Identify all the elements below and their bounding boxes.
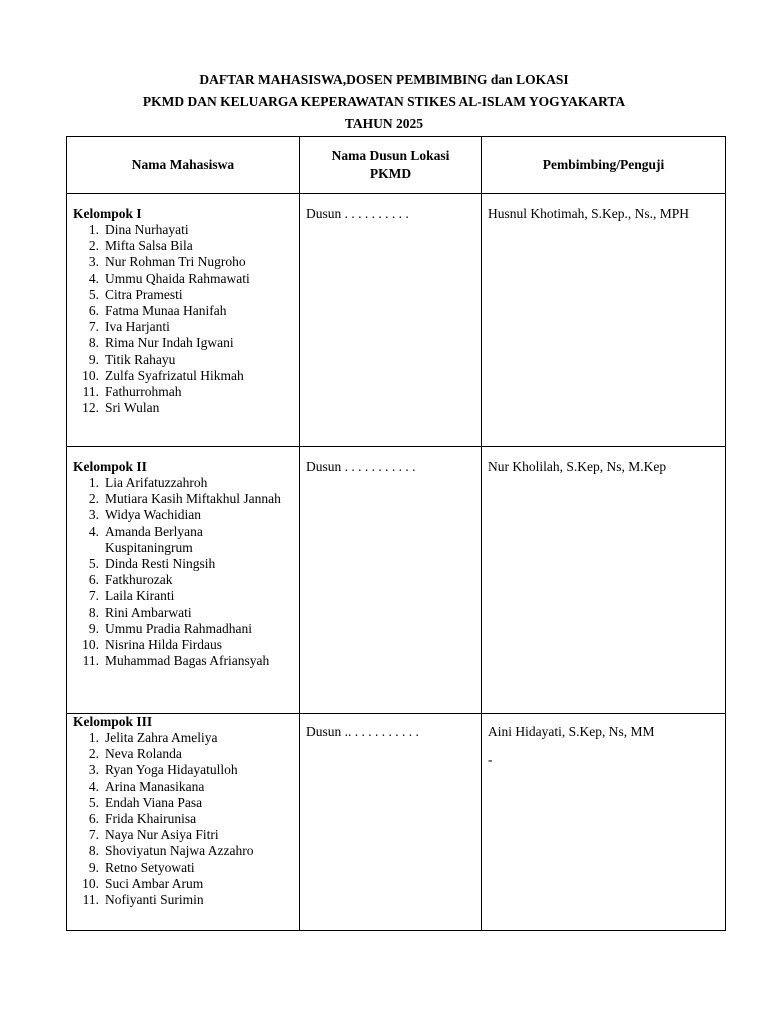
list-item-name: Rini Ambarwati — [105, 604, 192, 620]
header-pembimbing: Pembimbing/Penguji — [482, 137, 726, 194]
header-nama-dusun: Nama Dusun Lokasi PKMD — [300, 137, 482, 194]
table-header-row — [67, 137, 726, 194]
group-row — [67, 447, 726, 714]
list-item — [73, 795, 293, 811]
list-item-number: 8. — [88, 843, 99, 859]
list-item-number: 6. — [88, 572, 99, 588]
group-name: Kelompok III — [73, 714, 153, 729]
list-item — [73, 368, 293, 384]
list-item-number: 6. — [88, 811, 99, 827]
group-row — [67, 714, 726, 931]
list-item-name: Suci Ambar Arum — [105, 875, 204, 891]
list-item — [73, 254, 293, 270]
list-item-name: Fatkhurozak — [105, 572, 173, 588]
list-item-number: 10. — [82, 637, 99, 653]
list-item — [73, 653, 293, 669]
group-name: Kelompok II — [73, 459, 147, 474]
list-item — [73, 746, 293, 762]
list-item-number: 2. — [88, 238, 99, 254]
list-item — [73, 572, 293, 588]
pembimbing-name: Nur Kholilah, S.Kep, Ns, M.Kep — [488, 459, 667, 474]
list-item-name: Widya Wachidian — [105, 507, 201, 523]
list-item-number: 8. — [88, 335, 99, 351]
list-item-number: 10. — [82, 875, 99, 891]
pembimbing-name: Aini Hidayati, S.Kep, Ns, MM — [488, 724, 655, 739]
dusun-cell: Dusun . . . . . . . . . . — [300, 194, 482, 447]
list-item-name: Ummu Pradia Rahmadhani — [105, 620, 252, 636]
list-item — [73, 287, 293, 303]
group-row — [67, 194, 726, 447]
group-name: Kelompok I — [73, 206, 142, 221]
list-item — [73, 876, 293, 892]
list-item — [73, 524, 293, 556]
list-item — [73, 762, 293, 778]
document-title-line-2: PKMD DAN KELUARGA KEPERAWATAN STIKES AL-ISLAM YOGYAKARTA — [142, 94, 626, 109]
list-item-name: Nur Rohman Tri Nugroho — [105, 254, 246, 270]
list-item — [73, 556, 293, 572]
member-list — [73, 475, 293, 669]
list-item-name: Dinda Resti Ningsih — [105, 556, 216, 572]
list-item-number: 1. — [88, 730, 99, 745]
list-item-name: Amanda Berlyana Kuspitaningrum — [105, 523, 203, 555]
list-item — [73, 303, 293, 319]
list-item — [73, 730, 293, 746]
list-item-name: Neva Rolanda — [105, 746, 182, 762]
list-item-name: Rima Nur Indah Igwani — [105, 335, 234, 351]
list-item — [73, 637, 293, 653]
list-item-number: 5. — [88, 794, 99, 810]
list-item-name: Retno Setyowati — [105, 859, 195, 875]
list-item — [73, 843, 293, 859]
member-list — [73, 730, 293, 908]
dusun-cell: Dusun . . . . . . . . . . . — [300, 447, 482, 714]
list-item — [73, 811, 293, 827]
pembimbing-cell — [482, 194, 726, 447]
list-item — [73, 605, 293, 621]
list-item-number: 11. — [82, 892, 99, 908]
list-item-number: 11. — [82, 384, 99, 400]
list-item-name: Mifta Salsa Bila — [105, 238, 193, 254]
pembimbing-cell — [482, 714, 726, 931]
list-item-number: 8. — [88, 604, 99, 620]
list-item-number: 1. — [88, 475, 99, 490]
list-item — [73, 621, 293, 637]
list-item-number: 9. — [88, 351, 99, 367]
list-item-number: 6. — [88, 303, 99, 319]
pembimbing-name: Husnul Khotimah, S.Kep., Ns., MPH — [488, 206, 690, 221]
list-item-number: 5. — [88, 556, 99, 572]
list-item-name: Muhammad Bagas Afriansyah — [105, 653, 270, 669]
list-item — [73, 335, 293, 351]
document-title-line-1: DAFTAR MAHASISWA,DOSEN PEMBIMBING dan LOKASI — [199, 72, 569, 87]
list-item-name: Nisrina Hilda Firdaus — [105, 637, 222, 653]
list-item-name: Mutiara Kasih Miftakhul Jannah — [105, 491, 281, 507]
list-item-number: 3. — [88, 507, 99, 523]
list-item-number: 11. — [82, 653, 99, 669]
document-title-line-3: TAHUN 2025 — [344, 116, 424, 131]
list-item-name: Fatma Munaa Hanifah — [105, 303, 227, 319]
list-item — [73, 271, 293, 287]
list-item-number: 2. — [88, 746, 99, 762]
list-item-number: 3. — [88, 254, 99, 270]
list-item-number: 4. — [88, 270, 99, 286]
list-item-name: Dina Nurhayati — [105, 222, 189, 237]
header-nama-mahasiswa: Nama Mahasiswa — [67, 137, 300, 194]
list-item — [73, 491, 293, 507]
list-item-name: Zulfa Syafrizatul Hikmah — [105, 367, 244, 383]
member-list — [73, 222, 293, 416]
list-item-name: Laila Kiranti — [105, 588, 175, 604]
list-item-number: 12. — [82, 400, 99, 416]
list-item-number: 7. — [88, 588, 99, 604]
list-item — [73, 588, 293, 604]
list-item-number: 9. — [88, 859, 99, 875]
list-item-number: 4. — [88, 523, 99, 539]
list-item-name: Frida Khairunisa — [105, 811, 197, 827]
list-item — [73, 892, 293, 908]
list-item-number: 9. — [88, 620, 99, 636]
list-item-name: Shoviyatun Najwa Azzahro — [105, 843, 254, 859]
list-item — [73, 319, 293, 335]
list-item-name: Citra Pramesti — [105, 286, 183, 302]
dusun-cell: Dusun .. . . . . . . . . . . — [300, 714, 482, 931]
list-item-number: 5. — [88, 286, 99, 302]
list-item — [73, 779, 293, 795]
list-item-number: 10. — [82, 367, 99, 383]
list-item-name: Ryan Yoga Hidayatulloh — [105, 762, 238, 778]
pembimbing-cell — [482, 447, 726, 714]
list-item-number: 3. — [88, 762, 99, 778]
list-item — [73, 475, 293, 491]
list-item-number: 4. — [88, 778, 99, 794]
group-students-cell — [67, 714, 300, 931]
group-students-cell — [67, 447, 300, 714]
list-item — [73, 352, 293, 368]
list-item-number: 1. — [88, 222, 99, 237]
list-item-number: 7. — [88, 319, 99, 335]
list-item-name: Naya Nur Asiya Fitri — [105, 827, 219, 843]
group-students-cell — [67, 194, 300, 447]
list-item — [73, 860, 293, 876]
list-item — [73, 400, 293, 416]
list-item-number: 7. — [88, 827, 99, 843]
list-item — [73, 384, 293, 400]
list-item-number: 2. — [88, 491, 99, 507]
list-item-name: Jelita Zahra Ameliya — [105, 730, 218, 745]
list-item-name: Endah Viana Pasa — [105, 794, 203, 810]
list-item-name: Nofiyanti Surimin — [105, 892, 204, 908]
list-item-name: Fathurrohmah — [105, 384, 182, 400]
list-item — [73, 507, 293, 523]
pembimbing-extra-mark: - — [488, 752, 493, 767]
list-item-name: Iva Harjanti — [105, 319, 170, 335]
student-table — [66, 136, 726, 931]
list-item-name: Lia Arifatuzzahroh — [105, 475, 208, 490]
list-item — [73, 238, 293, 254]
list-item-name: Ummu Qhaida Rahmawati — [105, 270, 250, 286]
list-item — [73, 222, 293, 238]
list-item-name: Titik Rahayu — [105, 351, 176, 367]
list-item — [73, 827, 293, 843]
list-item-name: Sri Wulan — [105, 400, 160, 416]
list-item-name: Arina Manasikana — [105, 778, 205, 794]
